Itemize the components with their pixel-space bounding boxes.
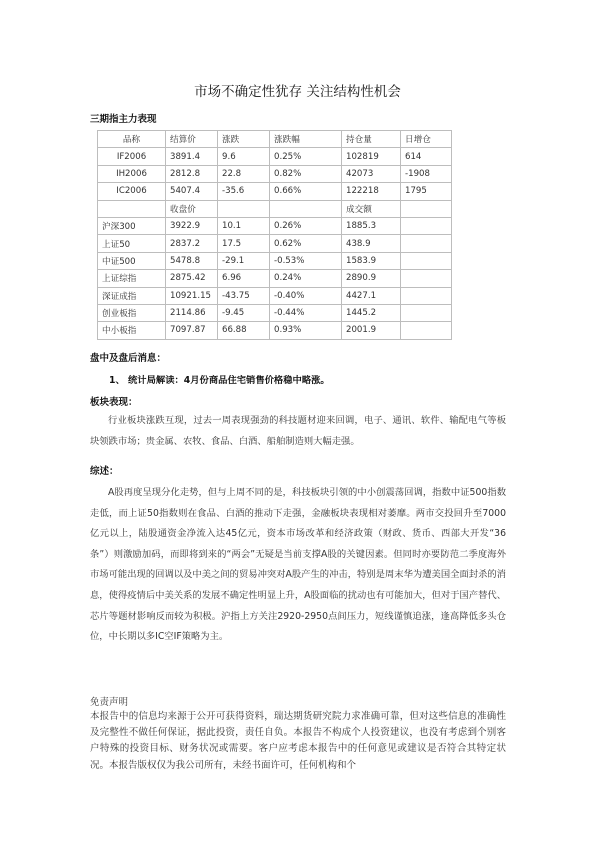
section-heading-index-futures: 三期指主力表现 — [90, 114, 157, 125]
table-cell — [401, 270, 452, 287]
table-cell: 中证500 — [98, 252, 166, 269]
table-cell: 3891.4 — [166, 148, 218, 165]
table-row — [98, 217, 452, 234]
summary-paragraph: A股再度呈现分化走势，但与上周不同的是，科技板块引领的中小创震荡回调，指数中证500指数走低，而上证50指数则在食品、白酒的推动下走强，金融板块表现相对萎靡。两市交投回升至7000亿元以上，陆股通资金净流入达45亿元，资本市场改革和经济政策（财政、货币、西部大开发“36条”）则激励加码，而即将到来的“两会”无疑是当前支撑A股的关键因素。但同时亦要防范二季度海外市场可能出现的回调以及中美之间的贸易冲突对A股产生的冲击，特别是周末华为遭美国全面封杀的消息，使得疫情后中美关系的发展不确定性明显上升，A股面临的扰动也有可能加大，但对于国产替代、芯片等题材影响反而较为积极。沪指上方关注2920-2950点间压力，短线谨慎追涨，逢高降低多头仓位，中长期以多IC空IF策略为主。 — [90, 487, 506, 643]
table-cell: 102819 — [342, 148, 401, 165]
table-cell: 17.5 — [218, 235, 270, 252]
table-cell: 7097.87 — [166, 322, 218, 339]
table-cell: 1583.9 — [342, 252, 401, 269]
table-cell: 1795 — [401, 183, 452, 200]
table-cell: 深证成指 — [98, 287, 166, 304]
table-cell: 2001.9 — [342, 322, 401, 339]
table-cell — [401, 252, 452, 269]
table-header-cell: 涨跌 — [218, 131, 270, 148]
table-header-cell: 日增仓 — [401, 131, 452, 148]
table-cell — [401, 200, 452, 217]
table-cell: 438.9 — [342, 235, 401, 252]
table-cell: 0.66% — [270, 183, 342, 200]
table-cell: IH2006 — [98, 165, 166, 182]
table-cell: 中小板指 — [98, 322, 166, 339]
table-cell: 10.1 — [218, 217, 270, 234]
disclaimer-paragraph: 本报告中的信息均来源于公开可获得资料，瑞达期货研究院力求准确可靠，但对这些信息的准确性及完整性不做任何保证，据此投资，责任自负。本报告不构成个人投资建议，也没有考虑到个别客户特殊的投资目标、财务状况或需要。客户应考虑本报告中的任何意见或建议是否符合其特定状况。本报告版权仅为我公司所有，未经书面许可，任何机构和个 — [90, 711, 506, 771]
table-cell: 0.62% — [270, 235, 342, 252]
table-subheader-cell: 成交额 — [342, 200, 401, 217]
table-cell: 2890.9 — [342, 270, 401, 287]
table-header-cell: 持仓量 — [342, 131, 401, 148]
table-cell: 0.24% — [270, 270, 342, 287]
table-header-cell: 结算价 — [166, 131, 218, 148]
table-cell: 2114.86 — [166, 304, 218, 321]
table-cell: IC2006 — [98, 183, 166, 200]
table-cell: 1445.2 — [342, 304, 401, 321]
table-cell: 0.82% — [270, 165, 342, 182]
table-header-cell: 涨跌幅 — [270, 131, 342, 148]
table-row — [98, 252, 452, 269]
table-cell: 上证50 — [98, 235, 166, 252]
table-cell: 1885.3 — [342, 217, 401, 234]
table-cell: -0.53% — [270, 252, 342, 269]
table-row — [98, 235, 452, 252]
table-cell: -43.75 — [218, 287, 270, 304]
section-heading-news: 盘中及盘后消息： — [90, 353, 167, 364]
table-row — [98, 165, 452, 182]
table-cell — [401, 287, 452, 304]
sector-paragraph: 行业板块涨跌互现，过去一周表现强劲的科技题材迎来回调，电子、通讯、软件、输配电气等板块领跌市场；贵金属、农牧、食品、白酒、船舶制造则大幅走强。 — [90, 415, 506, 447]
news-item: 1、 统计局解读：4月份商品住宅销售价格稳中略涨。 — [109, 375, 330, 386]
table-subheader-row — [98, 200, 452, 217]
table-header-row — [98, 131, 452, 148]
table-cell: 0.25% — [270, 148, 342, 165]
table-cell — [401, 322, 452, 339]
table-row — [98, 322, 452, 339]
table-cell — [401, 217, 452, 234]
table-cell: 5478.8 — [166, 252, 218, 269]
table-cell: -9.45 — [218, 304, 270, 321]
table-cell: 6.96 — [218, 270, 270, 287]
table-cell: 3922.9 — [166, 217, 218, 234]
table-cell: 122218 — [342, 183, 401, 200]
table-cell: IF2006 — [98, 148, 166, 165]
document-title: 市场不确定性犹存 关注结构性机会 — [194, 84, 401, 100]
table-cell — [401, 304, 452, 321]
table-cell: 创业板指 — [98, 304, 166, 321]
table-cell — [270, 200, 342, 217]
table-cell: -0.44% — [270, 304, 342, 321]
table-cell: 10921.15 — [166, 287, 218, 304]
table-cell: -29.1 — [218, 252, 270, 269]
section-heading-sector: 板块表现： — [90, 397, 138, 408]
table-subheader-cell: 收盘价 — [166, 200, 218, 217]
table-cell — [98, 200, 166, 217]
table-cell: 5407.4 — [166, 183, 218, 200]
table-row — [98, 304, 452, 321]
quotes-table — [97, 130, 452, 340]
table-row — [98, 270, 452, 287]
table-cell: 614 — [401, 148, 452, 165]
table-cell: 2812.8 — [166, 165, 218, 182]
table-cell: 22.8 — [218, 165, 270, 182]
table-cell — [401, 235, 452, 252]
table-row — [98, 287, 452, 304]
table-cell: 2875.42 — [166, 270, 218, 287]
table-cell: 0.26% — [270, 217, 342, 234]
table-cell: 42073 — [342, 165, 401, 182]
table-cell: 上证综指 — [98, 270, 166, 287]
table-row — [98, 148, 452, 165]
table-cell: 2837.2 — [166, 235, 218, 252]
table-cell: 66.88 — [218, 322, 270, 339]
section-heading-summary: 综述： — [90, 466, 119, 477]
disclaimer-heading: 免责声明 — [90, 697, 129, 708]
table-row — [98, 183, 452, 200]
table-cell: -1908 — [401, 165, 452, 182]
table-cell: 4427.1 — [342, 287, 401, 304]
table-cell: -0.40% — [270, 287, 342, 304]
table-cell: -35.6 — [218, 183, 270, 200]
table-cell: 沪深300 — [98, 217, 166, 234]
table-cell — [218, 200, 270, 217]
table-header-cell: 品称 — [98, 131, 166, 148]
table-cell: 9.6 — [218, 148, 270, 165]
table-cell: 0.93% — [270, 322, 342, 339]
